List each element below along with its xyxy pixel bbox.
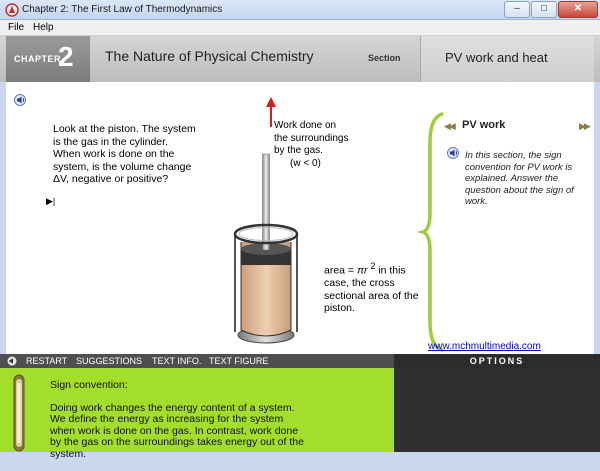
section-box <box>420 36 594 82</box>
menubar <box>0 20 600 36</box>
text-figure-button[interactable]: TEXT FIGURE <box>209 356 269 366</box>
main-content <box>6 82 594 354</box>
area-suffix: in this case, the cross sectional area of the piston. <box>324 264 419 314</box>
work-label <box>274 120 374 170</box>
next-arrow-icon[interactable]: ▶▶ <box>579 121 589 131</box>
area-exponent: 2 <box>370 261 376 271</box>
area-prefix: area = <box>324 264 357 277</box>
work-condition: (w < 0) <box>290 157 321 169</box>
window-titlebar <box>0 0 600 20</box>
area-label <box>324 260 424 315</box>
work-label-line: the surroundings <box>274 132 349 144</box>
explanation-panel <box>0 368 600 460</box>
chapter-label: CHAPTER <box>14 54 62 64</box>
minimize-button[interactable] <box>504 1 530 18</box>
chapter-title: The Nature of Physical Chemistry <box>105 48 314 64</box>
restart-button[interactable]: RESTART <box>26 356 68 366</box>
cursor-marker: ▶| <box>46 196 56 206</box>
speaker-icon[interactable] <box>7 356 17 366</box>
brace-decoration <box>422 112 446 352</box>
question-text: Look at the piston. The system is the gas in the cylinder. When work is done on the system, is the volume change ΔV, negative or positive? <box>53 123 196 185</box>
window-title: Chapter 2: The First Law of Thermodynamics <box>22 4 223 15</box>
scroll-slider[interactable] <box>9 373 29 451</box>
close-button[interactable] <box>558 1 598 18</box>
maximize-button[interactable] <box>531 1 557 18</box>
section-title: PV work and heat <box>445 50 548 65</box>
options-panel <box>394 368 600 452</box>
menu-help[interactable]: Help <box>33 22 54 33</box>
explanation-paragraph: Doing work changes the energy content of a system. We define the energy as increasing for the system when work is done on the gas. In contrast, work done by the gas on the surroundings takes energy out of the system. <box>50 401 304 460</box>
website-link[interactable]: www.mchmultimedia.com <box>428 341 541 352</box>
chapter-box <box>6 36 90 82</box>
maximize-icon: □ <box>540 3 548 14</box>
area-pi-r: πr <box>356 264 368 277</box>
work-label-line: by the gas. <box>274 145 323 156</box>
prev-arrow-icon[interactable]: ◀◀ <box>444 121 454 131</box>
suggestions-button[interactable]: SUGGESTIONS <box>76 356 143 366</box>
sidebar-title: PV work <box>462 119 506 131</box>
close-icon: ✕ <box>573 3 583 14</box>
menu-file[interactable]: File <box>8 22 25 33</box>
options-label: OPTIONS <box>469 356 525 366</box>
speaker-icon[interactable] <box>447 147 459 159</box>
app-icon <box>5 3 19 17</box>
minimize-icon: – <box>514 3 520 14</box>
chapter-number: 2 <box>58 41 74 72</box>
options-button[interactable] <box>394 354 600 368</box>
section-label: Section <box>368 53 401 63</box>
explanation-heading: Sign convention: <box>50 379 128 391</box>
chapter-header <box>0 36 600 82</box>
sidebar-description: In this section, the sign convention for PV work is explained. Answer the question about the sign of work. <box>465 150 574 207</box>
speaker-icon[interactable] <box>14 94 26 106</box>
work-label-line: Work done on <box>274 120 337 131</box>
text-info-button[interactable]: TEXT INFO. <box>152 356 202 366</box>
explanation-text <box>50 380 310 471</box>
window-controls <box>503 1 598 18</box>
